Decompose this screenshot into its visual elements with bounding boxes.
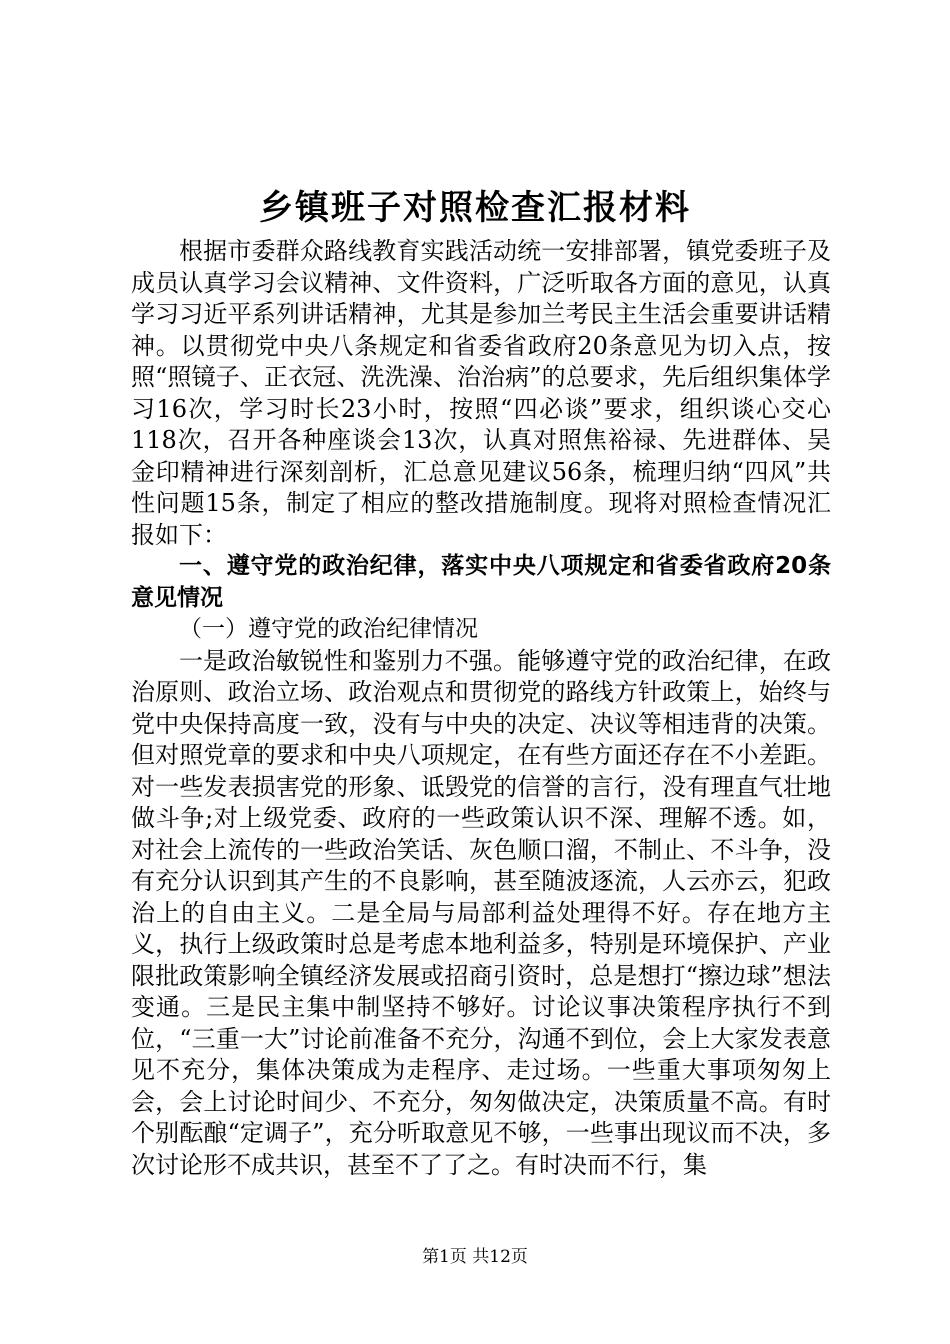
page-number-footer: 第1页 共12页 [422,1247,528,1267]
subsection-heading-1: （一）遵守党的政治纪律情况 [179,616,478,642]
document-title: 乡镇班子对照检查汇报材料 [259,188,691,228]
section-heading-1: 一、遵守党的政治纪律，落实中央八项规定和省委省政府20条意见情况 [131,553,831,611]
body-paragraph: 一是政治敏锐性和鉴别力不强。能够遵守党的政治纪律，在政治原则、政治立场、政治观点和贯彻党的路线方针政策上，始终与党中央保持高度一致，没有与中央的决定、决议等相违背的决策。但对照党章的要求和中央八项规定，在有些方面还存在不小差距。对一些发表损害党的形象、诋毁党的信誉的言行，没有理直气壮地做斗争;对上级党委、政府的一些政策认识不深、理解不透。如，对社会上流传的一些政治笑话、灰色顺口溜，不制止、不斗争，没有充分认识到其产生的不良影响，甚至随波逐流，人云亦云，犯政治上的自由主义。二是全局与局部利益处理得不好。存在地方主义，执行上级政策时总是考虑本地利益多，特别是环境保护、产业限批政策影响全镇经济发展或招商引资时，总是想打“擦边球”想法变通。三是民主集中制坚持不够好。讨论议事决策程序执行不到位，“三重一大”讨论前准备不充分，沟通不到位，会上大家发表意见不充分，集体决策成为走程序、走过场。一些重大事项匆匆上会，会上讨论时间少、不充分，匆匆做决定，决策质量不高。有时个别酝酿“定调子”，充分听取意见不够，一些事出现议而不决，多次讨论形不成共识，甚至不了了之。有时决而不行，集 [131,646,831,1179]
document-body [131,236,831,1181]
intro-paragraph: 根据市委群众路线教育实践活动统一安排部署，镇党委班子及成员认真学习会议精神、文件资料，广泛听取各方面的意见，认真学习习近平系列讲话精神，尤其是参加兰考民主生活会重要讲话精神。以贯彻党中央八条规定和省委省政府20条意见为切入点，按照“照镜子、正衣冠、洗洗澡、治治病”的总要求，先后组织集体学习16次，学习时长23小时，按照“四必谈”要求，组织谈心交心118次，召开各种座谈会13次，认真对照焦裕禄、先进群体、吴金印精神进行深刻剖析，汇总意见建议56条，梳理归纳“四风”共性问题15条，制定了相应的整改措施制度。现将对照检查情况汇报如下： [131,237,831,549]
